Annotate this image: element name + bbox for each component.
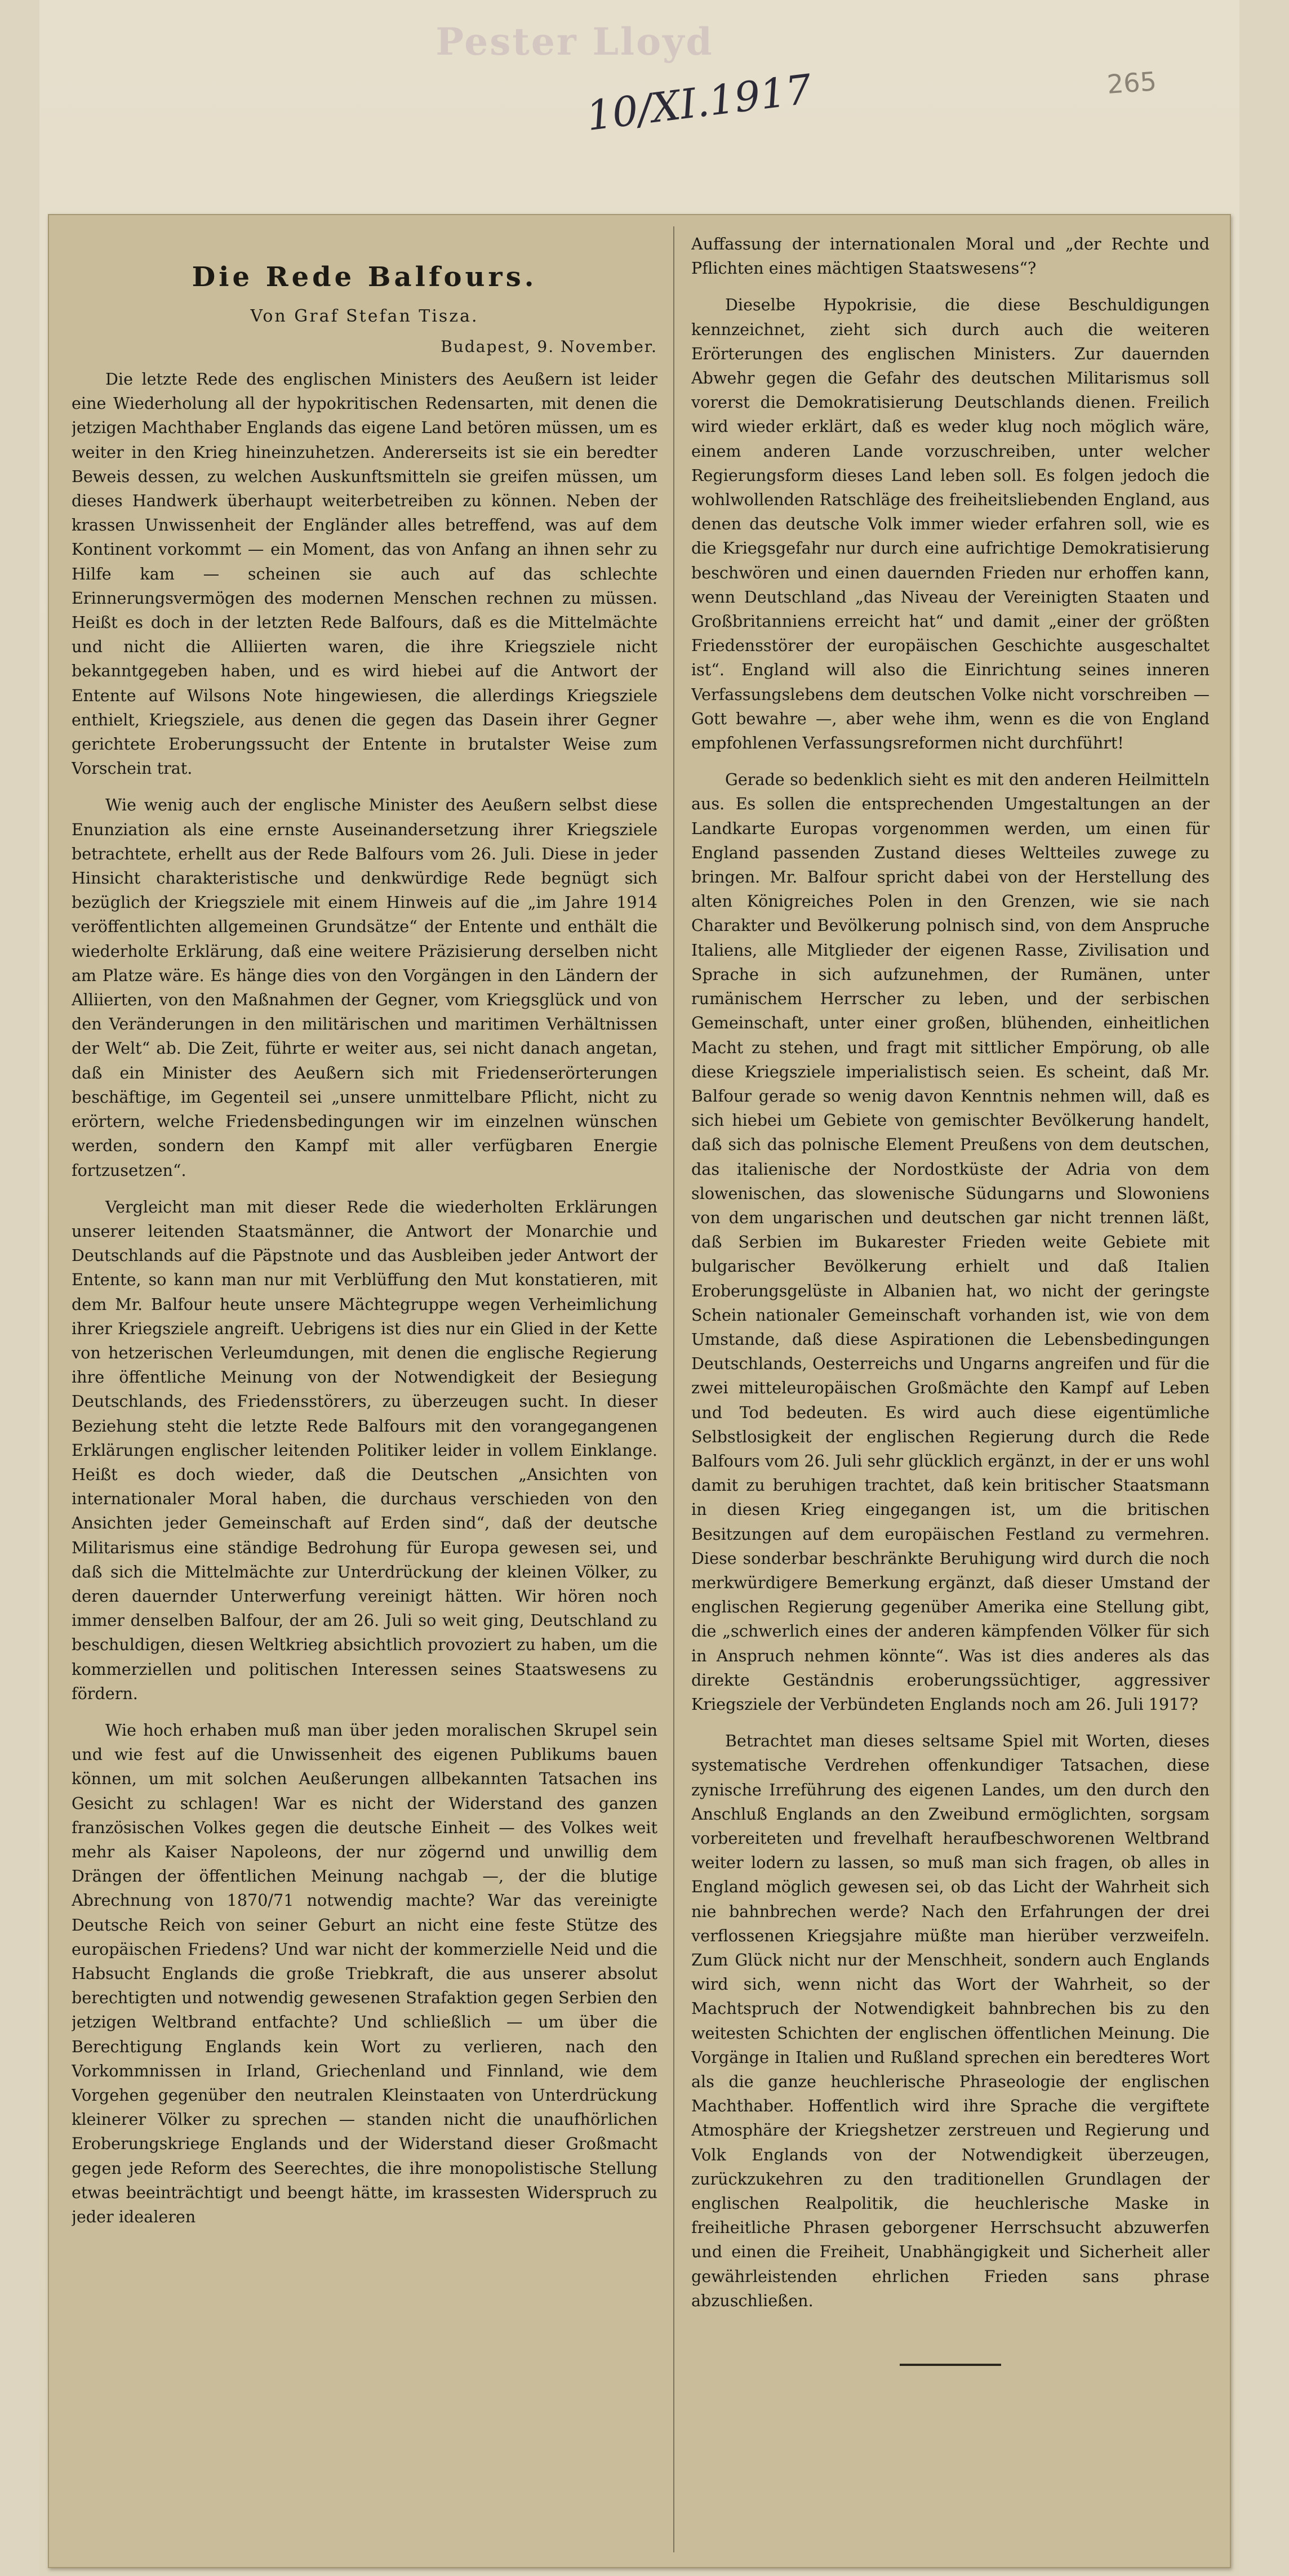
paragraph: Die letzte Rede des englischen Ministers des Aeußern ist leider eine Wiederholung all der hypokritischen Redensarten, mit denen die jetzigen Machthaber Englands das eigene Land betören müssen, um es weiter in den Krieg hineinzuhetzen. Andererseits ist sie ein beredter Beweis dessen, zu welchen Auskunftsmitteln sie greifen müssen, um dieses Handwerk überhaupt weiterbetreiben zu können. Neben der krassen Unwissenheit der Engländer alles betreffend, was auf dem Kontinent vorkommt — ein Moment, das von Anfang an ihnen sehr zu Hilfe kam — scheinen sie auch auf das schlechte Erinnerungsvermögen des modernen Menschen rechnen zu müssen. Heißt es doch in der letzten Rede Balfours, daß es die Mittelmächte und nicht die Alliierten waren, die ihre Kriegsziele nicht bekanntgegeben haben, und es wird hiebei auf die Antwort der Entente auf Wilsons Note hingewiesen, die allerdings Kriegsziele enthielt, Kriegsziele, aus denen die gegen das Dasein ihrer Gegner gerichtete Eroberungssucht der Entente in brutalster Weise zum Vorschein trat. bbox=[72, 369, 657, 778]
paragraph-continued: Auffassung der internationalen Moral und „der Rechte und Pflichten eines mächtigen Staatswesens“? bbox=[691, 234, 1210, 278]
paragraph: Betrachtet man dieses seltsame Spiel mit Worten, dieses systematische Verdrehen offenkundiger Tatsachen, diese zynische Irreführung des eigenen Landes, um den durch den Anschluß Englands an den Zweibund ermöglichten, sorgsam vorbereiteten und frevelhaft heraufbeschworenen Weltbrand weiter lodern zu lassen, so muß man sich fragen, ob alles in England möglich gewesen sei, ob das Licht der Wahrheit sich nie bahnbrechen werde? Nach den Erfahrungen der drei verflossenen Kriegsjahre müßte man hierüber verzweifeln. Zum Glück nicht nur der Menschheit, sondern auch Englands wird sich, wenn nicht das Wort der Wahrheit, so der Machtspruch der Notwendigkeit bahnbrechen bis zu den weitesten Schichten der englischen öffentlichen Meinung. Die Vorgänge in Italien und Rußland sprechen ein beredteres Wort als die ganze heuchlerische Phraseologie der englischen Machthaber. Hoffentlich wird ihre Sprache die vergiftete Atmosphäre der Kriegshetzer zerstreuen und Regierung und Volk Englands von der Notwendigkeit überzeugen, zurückzukehren zu den traditionellen Grundlagen der englischen Realpolitik, die heuchlerische Maske in freiheitliche Phrasen geborgener Herrschsucht abzuwerfen und einen die Freiheit, Unabhängigkeit und Sicherheit aller gewährleistenden ehrlichen Frieden sans phrase abzuschließen. bbox=[691, 1731, 1210, 2310]
article-dateline: Budapest, 9. November. bbox=[441, 337, 657, 356]
paragraph: Wie hoch erhaben muß man über jeden moralischen Skrupel sein und wie fest auf die Unwissenheit des eigenen Publikums bauen können, um mit solchen Aeußerungen allbekannten Tatsachen ins Gesicht zu schlagen! War es nicht der Widerstand des ganzen französischen Volkes gegen die deutsche Einheit — des Volkes weit mehr als Kaiser Napoleons, der nur zögernd und unwillig dem Drängen der öffentlichen Meinung nachgab —, der die blutige Abrechnung von 1870/71 notwendig machte? War das vereinigte Deutsche Reich von seiner Geburt an nicht eine feste Stütze des europäischen Friedens? Und war nicht der kommerzielle Neid und die Habsucht Englands die große Triebkraft, die aus unserer absolut berechtigten und notwendig gewesenen Strafaktion gegen Serbien den jetzigen Weltbrand entfachte? Und schließlich — um über die Berechtigung Englands kein Wort zu verlieren, nach den Vorkommnissen in Irland, Griechenland und Finnland, wie dem Vorgehen gegenüber den neutralen Kleinstaaten von Unterdrückung kleinerer Völker zu sprechen — standen nicht die unaufhörlichen Eroberungskriege Englands und der Widerstand dieser Großmacht gegen jede Reform des Seerechtes, die ihre monopolistische Stellung etwas beeinträchtigt und beengt hätte, im krassesten Widerspruch zu jeder idealeren bbox=[72, 1720, 657, 2227]
paragraph: Wie wenig auch der englische Minister des Aeußern selbst diese Enunziation als eine ernste Auseinandersetzung ihrer Kriegsziele betrachtete, erhellt aus der Rede Balfours vom 26. Juli. Diese in jeder Hinsicht charakteristische und denkwürdige Rede begnügt sich bezüglich der Kriegsziele mit einem Hinweis auf die „im Jahre 1914 veröffentlichten allgemeinen Grundsätze“ der Entente und enthält die wiederholte Erklärung, daß eine weitere Präzisierung derselben nicht am Platze wäre. Es hänge dies von den Vorgängen in den Ländern der Alliierten, von den Maßnahmen der Gegner, vom Kriegsglück und von den Veränderungen in den militärischen und maritimen Verhältnissen der Welt“ ab. Die Zeit, führte er weiter aus, sei nicht danach angetan, daß ein Minister des Aeußern sich mit Friedenserörterungen beschäftige, im Gegenteil sei „unsere unmittelbare Pflicht, nicht zu erörtern, welche Friedensbedingungen wir im einzelnen wünschen werden, sondern den Kampf mit aller verfügbaren Energie fortzusetzen“. bbox=[72, 795, 657, 1180]
paragraph: Gerade so bedenklich sieht es mit den anderen Heilmitteln aus. Es sollen die entsprechenden Umgestaltungen an der Landkarte Europas vorgenommen werden, um einen für England passenden Zustand dieses Weltteiles zuwege zu bringen. Mr. Balfour spricht dabei von der Herstellung des alten Königreiches Polen in den Grenzen, wie sie nach Charakter und Bevölkerung polnisch sind, von dem Anspruche Italiens, alle Mitglieder der eigenen Rasse, Zivilisation und Sprache in sich aufzunehmen, der Rumänen, unter rumänischem Herrscher zu leben, und der serbischen Gemeinschaft, unter einer großen, blühenden, einheitlichen Macht zu stehen, und fragt mit sittlicher Empörung, ob alle diese Kriegsziele imperialistisch seien. Es scheint, daß Mr. Balfour gerade so wenig davon Kenntnis nehmen will, daß es sich hiebei um Gebiete von gemischter Bevölkerung handelt, daß sich das polnische Element Preußens von dem deutschen, das italienische der Nordostküste der Adria von dem slowenischen, das slowenische Südungarns und Slowoniens von dem ungarischen und deutschen gar nicht trennen läßt, daß Serbien im Bukarester Frieden weite Gebiete mit bulgarischer Bevölkerung erhielt und daß Italien Eroberungsgelüste in Albanien hat, wo nicht der geringste Schein nationaler Gemeinschaft vorhanden ist, wie von dem Umstande, daß diese Aspirationen die Lebensbedingungen Deutschlands, Oesterreichs und Ungarns angreifen und für die zwei mitteleuropäischen Großmächte den Kampf auf Leben und Tod bedeuten. Es wird auch diese eigentümliche Selbstlosigkeit der englischen Regierung durch die Rede Balfours vom 26. Juli sehr glücklich ergänzt, in der er uns wohl damit zu beruhigen trachtet, daß kein britischer Staatsmann in diesen Krieg eingegangen ist, um die britischen Besitzungen auf dem europäischen Festland zu vermehren. Diese sonderbar beschränkte Beruhigung wird durch die noch merkwürdigere Bemerkung ergänzt, daß dieser Umstand der englischen Regierung gegenüber Amerika eine Stellung gibt, die „schwerlich eines der anderen kämpfenden Völker für sich in Anspruch nehmen könnte“. Was ist dies anderes als das direkte Geständnis eroberungssüchtiger, aggressiver Kriegsziele der Verbündeten Englands noch am 26. Juli 1917? bbox=[691, 770, 1210, 1714]
article-title: Die Rede Balfours. bbox=[192, 261, 537, 293]
newspaper-name-stamp: Pester Lloyd bbox=[435, 20, 714, 64]
article-author: Von Graf Stefan Tisza. bbox=[250, 306, 479, 326]
left-column bbox=[72, 215, 657, 2567]
newspaper-clipping bbox=[48, 214, 1231, 2568]
paragraph: Dieselbe Hypokrisie, die diese Beschuldigungen kennzeichnet, zieht sich durch auch die weiteren Erörterungen des englischen Ministers. Zur dauernden Abwehr gegen die Gefahr des deutschen Militarismus soll vorerst die Demokratisierung Deutschlands dienen. Freilich wird wieder erklärt, daß es weder klug noch möglich wäre, einem anderen Lande vorzuschreiben, unter welcher Regierungsform dieses Land leben soll. Es folgen jedoch die wohlwollenden Ratschläge des freiheitsliebenden England, aus denen das deutsche Volk immer wieder erfahren soll, wie es die Kriegsgefahr nur durch eine aufrichtige Demokratisierung beschwören und einen dauernden Frieden nur erhoffen kann, wenn Deutschland „das Niveau der Vereinigten Staaten und Großbritanniens erreicht hat“ und damit „einer der größten Friedensstörer der europäischen Geschichte ausgeschaltet ist“. England will also die Einrichtung seines inneren Verfassungslebens dem deutschen Volke nicht vorschreiben — Gott bewahre —, aber wehe ihm, wenn es die von England empfohlenen Verfassungsreformen nicht durchführt! bbox=[691, 295, 1210, 753]
archive-page-number: 265 bbox=[1106, 66, 1158, 100]
column-divider bbox=[673, 226, 674, 2552]
article-end-rule bbox=[900, 2364, 1001, 2366]
handwritten-date: 10/XI.1917 bbox=[584, 65, 815, 140]
paragraph: Vergleicht man mit dieser Rede die wiederholten Erklärungen unserer leitenden Staatsmänner, die Antwort der Monarchie und Deutschlands auf die Päpstnote und das Ausbleiben jeder Antwort der Entente, so kann man nur mit Verblüffung den Mut konstatieren, mit dem Mr. Balfour heute unsere Mächtegruppe wegen Verheimlichung ihrer Kriegsziele angreift. Uebrigens ist dies nur ein Glied in der Kette von hetzerischen Verleumdungen, mit denen die englische Regierung ihre öffentliche Meinung von der Notwendigkeit der Besiegung Deutschlands, des Friedensstörers, zu überzeugen sucht. In dieser Beziehung steht die letzte Rede Balfours mit den vorangegangenen Erklärungen englischer leitenden Politiker leider in vollem Einklange. Heißt es doch wieder, daß die Deutschen „Ansichten von internationaler Moral haben, die durchaus verschieden von den Ansichten jeder Gemeinschaft auf Erden sind“, daß der deutsche Militarismus eine ständige Bedrohung für Europa gewesen sei, und daß sich die Mittelmächte zur Unterdrückung der kleinen Völker, zu deren dauernder Unterwerfung vereinigt hätten. Wir hören noch immer denselben Balfour, der am 26. Juli so weit ging, Deutschland zu beschuldigen, diesen Weltkrieg absichtlich provoziert zu haben, um die kommerziellen und politischen Interessen seines Staatswesens zu fördern. bbox=[72, 1197, 657, 1703]
right-column bbox=[691, 215, 1210, 2567]
